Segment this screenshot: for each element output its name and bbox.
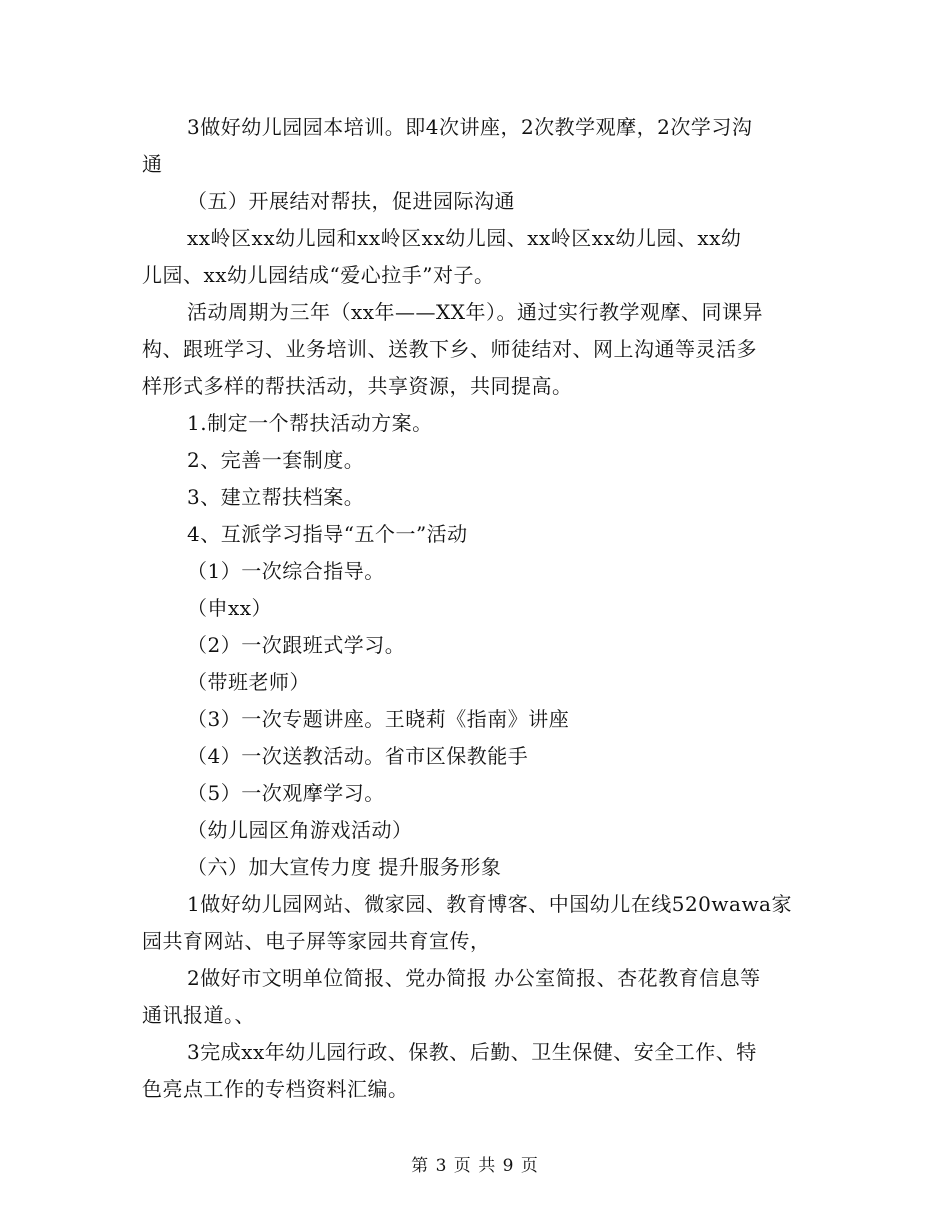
section-heading: （六）加大宣传力度 提升服务形象 xyxy=(187,855,502,879)
list-item-note: （申xx） xyxy=(187,596,273,620)
paragraph-line: 样形式多样的帮扶活动，共享资源，共同提高。 xyxy=(142,374,573,398)
paragraph-line: 活动周期为三年（xx年——XX年）。通过实行教学观摩、同课异 xyxy=(187,300,764,324)
section-heading: （五）开展结对帮扶，促进园际沟通 xyxy=(187,189,515,213)
paragraph-line: 3完成xx年幼儿园行政、保教、后勤、卫生保健、安全工作、特 xyxy=(187,1040,757,1064)
list-item: （5）一次观摩学习。 xyxy=(187,781,385,805)
list-item: 2、完善一套制度。 xyxy=(187,448,365,472)
list-item-note: （幼儿园区角游戏活动） xyxy=(187,818,413,842)
list-item: 4、互派学习指导“五个一”活动 xyxy=(187,522,468,546)
paragraph-line: 色亮点工作的专档资料汇编。 xyxy=(142,1077,409,1101)
paragraph-line: 儿园、xx幼儿园结成“爱心拉手”对子。 xyxy=(142,263,495,287)
list-item: （4）一次送教活动。省市区保教能手 xyxy=(187,744,529,768)
list-item-note: （带班老师） xyxy=(187,670,310,694)
paragraph-line: 2做好市文明单位简报、党办简报 办公室简报、杏花教育信息等 xyxy=(187,966,761,990)
paragraph-line: 园共育网站、电子屏等家园共育宣传， xyxy=(142,929,491,953)
list-item: 3、建立帮扶档案。 xyxy=(187,485,365,509)
page-number-footer: 第 3 页 共 9 页 xyxy=(411,1156,539,1176)
list-item: （2）一次跟班式学习。 xyxy=(187,633,406,657)
list-item: （3）一次专题讲座。王晓莉《指南》讲座 xyxy=(187,707,570,731)
paragraph-line: 1做好幼儿园网站、微家园、教育博客、中国幼儿在线520wawa家 xyxy=(187,892,792,916)
list-item: 1.制定一个帮扶活动方案。 xyxy=(187,411,433,435)
paragraph-line: 通 xyxy=(142,152,163,176)
paragraph-line: 3做好幼儿园园本培训。即4次讲座，2次教学观摩，2次学习沟 xyxy=(187,115,753,139)
paragraph-line: 通讯报道。、 xyxy=(142,1003,255,1027)
paragraph-line: 构、跟班学习、业务培训、送教下乡、师徒结对、网上沟通等灵活多 xyxy=(142,337,757,361)
paragraph-line: xx岭区xx幼儿园和xx岭区xx幼儿园、xx岭区xx幼儿园、xx幼 xyxy=(187,226,742,250)
list-item: （1）一次综合指导。 xyxy=(187,559,385,583)
